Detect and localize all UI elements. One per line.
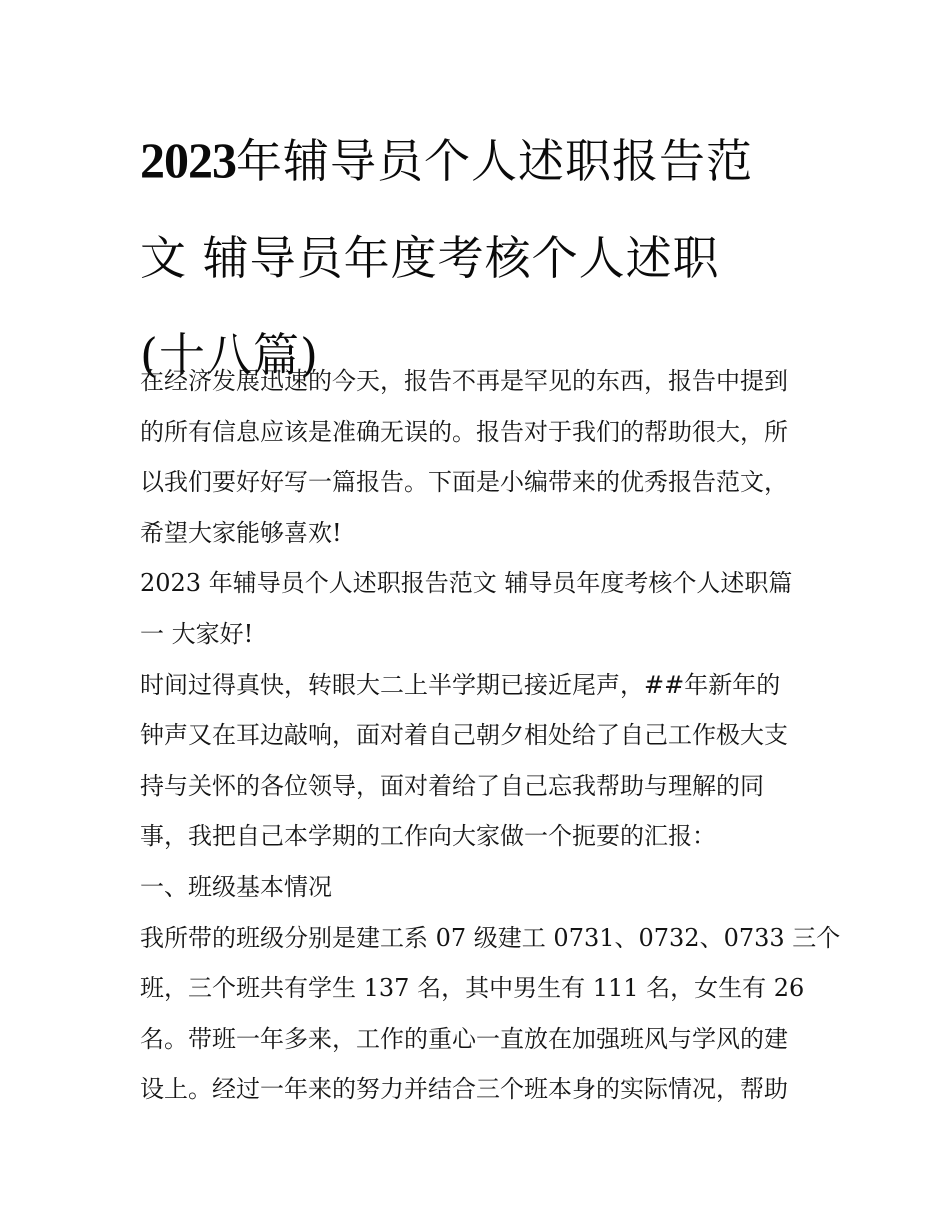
title-line <box>140 112 820 210</box>
intro-paragraph-line: 的所有信息应该是准确无误的。报告对于我们的帮助很大，所 <box>140 417 788 446</box>
intro-paragraph-line: 在经济发展迅速的今天，报告不再是罕见的东西，报告中提到 <box>140 367 788 395</box>
paragraph-line: 钟声又在耳边敲响，面对着自己朝夕相处给了自己工作极大支 <box>140 721 788 750</box>
title-year: 2023 <box>140 132 236 188</box>
paragraph-line: 班，三个班共有学生 137 名，其中男生有 111 名，女生有 26 <box>140 974 805 1003</box>
intro-paragraph-line: 希望大家能够喜欢! <box>140 518 342 547</box>
paragraph-line: 我所带的班级分别是建工系 07 级建工 0731、0732、0733 三个 <box>140 923 841 952</box>
section-heading-line: 2023 年辅导员个人述职报告范文 辅导员年度考核个人述职篇 <box>140 569 793 598</box>
paragraph-line: 时间过得真快，转眼大二上半学期已接近尾声，##年新年的 <box>140 670 781 699</box>
title-text: (十八篇) <box>140 328 319 382</box>
paragraph-line: 名。带班一年多来，工作的重心一直放在加强班风与学风的建 <box>140 1024 788 1053</box>
subsection-heading: 一、班级基本情况 <box>140 872 332 901</box>
section-heading-line: 一 大家好! <box>140 619 254 648</box>
paragraph-line: 事，我把自己本学期的工作向大家做一个扼要的汇报： <box>140 822 716 851</box>
paragraph-line: 设上。经过一年来的努力并结合三个班本身的实际情况，帮助 <box>140 1075 788 1104</box>
title-text: 文 辅导员年度考核个人述职 <box>140 231 720 285</box>
title-text: 年辅导员个人述职报告范 <box>236 134 753 188</box>
intro-paragraph-line: 以我们要好好写一篇报告。下面是小编带来的优秀报告范文， <box>140 468 788 497</box>
document-body <box>140 356 841 1115</box>
title-line <box>140 210 820 307</box>
paragraph-line: 持与关怀的各位领导，面对着给了自己忘我帮助与理解的同 <box>140 771 764 800</box>
